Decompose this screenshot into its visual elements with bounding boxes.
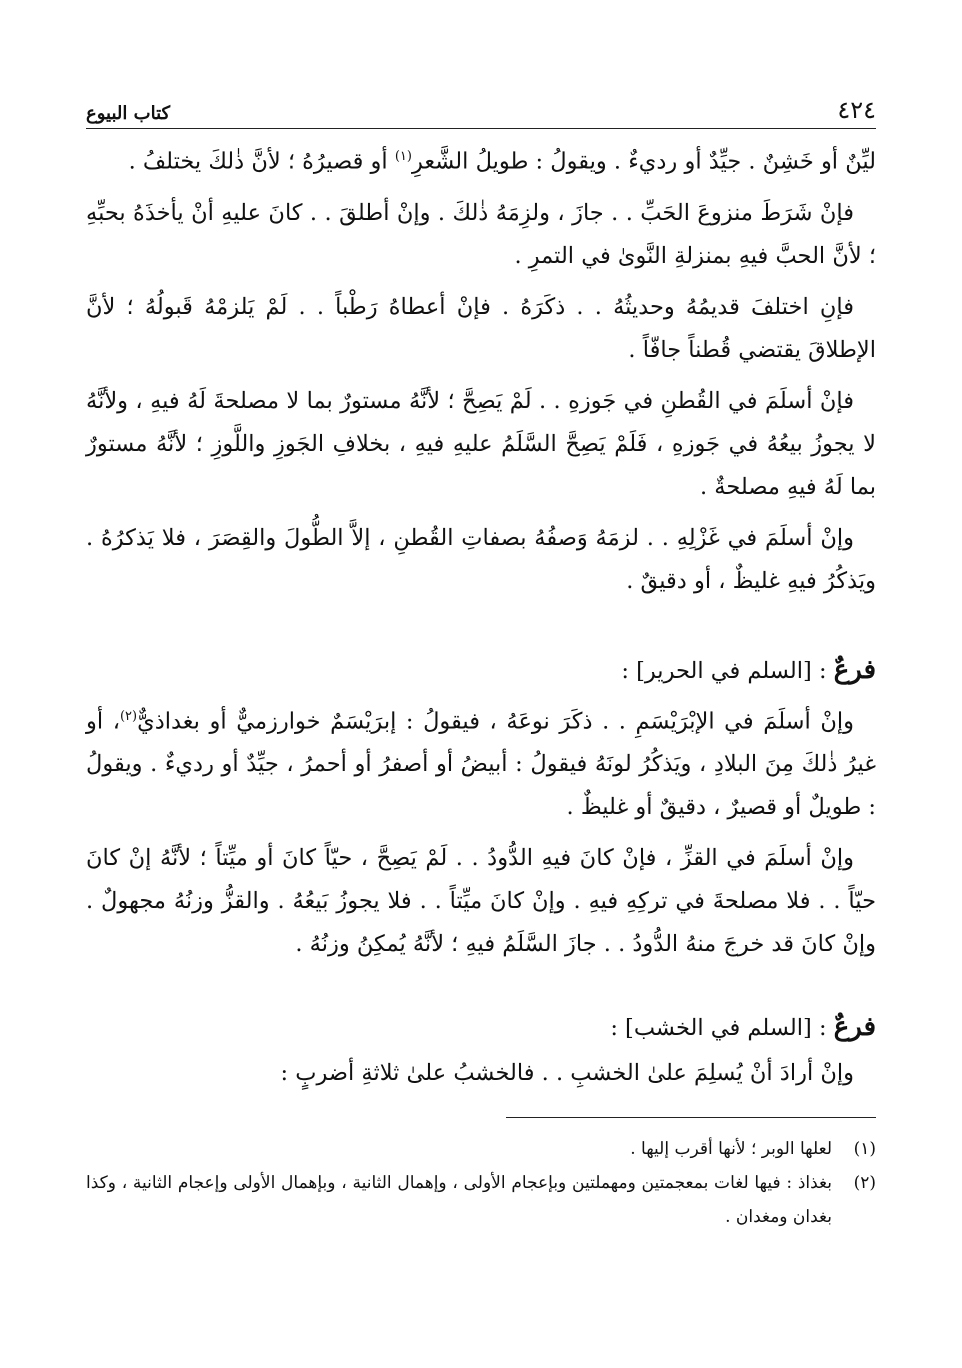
footnote-ref-2: (٢): [119, 708, 138, 724]
paragraph-silk-1-head: وإنْ أسلَمَ في الإبْرَيْسَمِ . . ذكَرَ نوعَهُ ، فيقولُ : إبرَيْسَمٌ خوارزميٌّ أو بغداذيٌّ: [137, 708, 855, 734]
book-title: كتاب البيوع: [86, 103, 171, 124]
section-lead-wood: فرعٌ: [833, 1012, 876, 1042]
footnote-2: [86, 1166, 876, 1234]
running-header: [86, 84, 876, 129]
main-text: [86, 135, 876, 1095]
paragraph-wood-1: وإنْ أرادَ أنْ يُسلِمَ علىٰ الخشبِ . . فالخشبُ علىٰ ثلاثةِ أضربٍ :: [280, 1060, 854, 1086]
section-title-silk: : [السلم في الحرير] :: [621, 657, 827, 684]
footnote-text: لعلها الوبر ؛ لأنها أقرب إليها .: [630, 1139, 832, 1159]
paragraph-silk-1: [86, 695, 876, 830]
footnote-number: (١): [853, 1139, 876, 1159]
footnotes-rule: [86, 1117, 876, 1234]
paragraph-1-head: ليِّنٌ أو خَشِنٌ . جيِّدٌ أو رديءٌ . ويقولُ : طويلُ الشَّعرِ: [411, 148, 876, 175]
section-title-wood: : [السلم في الخشب] :: [610, 1015, 827, 1041]
footnote-text: بغذاذ : فيها لغات بمعجمتين ومهملتين وبإعجام الأولى ، وإهمال الثانية ، وبإهمال الأولى وإعجام الثانية ، وكذا بغدان ومغدان .: [86, 1173, 832, 1227]
paragraph-silk-2: وإنْ أسلَمَ في القزِّ ، فإنْ كانَ فيهِ الدُّودُ . . لَمْ يَصِحَّ ، حيّاً كانَ أو ميِّتاً ؛ لأنَّهُ إنْ كانَ حيّاً . . فلا مصلحةَ في تركِهِ فيهِ . وإنْ كانَ ميِّتاً . . فلا يجوزُ بَيعُهُ . والقزُّ وزنُهُ مجهولٌ . وإنْ كانَ قد خرجَ منهُ الدُّودُ . . جازَ السَّلَمُ فيهِ ؛ لأنَّهُ يُمكِنُ وزنُهُ .: [86, 845, 876, 957]
footnote-1: [86, 1132, 876, 1166]
page-number: ٤٢٤: [837, 96, 876, 124]
footnote-ref-1: (١): [394, 149, 412, 164]
paragraph-silk-1-tail: ، أو غيرُ ذٰلكَ مِنَ البلادِ ، ويَذكُرُ لونَهُ فيقولُ : أبيضُ أو أصفرُ أو أحمرُ ، جيِّدٌ أو رديءٌ . ويقولُ : طويلٌ أو قصيرٌ ، دقيقٌ أو غليظٌ .: [86, 708, 876, 820]
footnotes: [86, 1132, 876, 1234]
paragraph-1-tail: أو قصيرُهُ ؛ لأنَّ ذٰلكَ يختلفُ .: [128, 148, 388, 175]
paragraph-3: فإنِ اختلفَ قديمُهُ وحديثُهُ . . ذكَرَهُ . فإنْ أعطاهُ رَطْباً . . لَمْ يَلزمْهُ قَبولُهُ ؛ لأنَّ الإطلاقَ يقتضي قُطناً جافّاً .: [86, 293, 876, 363]
book-page: [86, 84, 876, 1234]
paragraph-5: وإنْ أسلَمَ في غَزْلِهِ . . لزمَهُ وَصفُهُ بصفاتِ القُطنِ ، إلاَّ الطُّولَ والقِصَرَ ، فلا يَذكرُهُ . ويَذكُرُ فيهِ غليظٌ ، أو دقيقٌ .: [86, 524, 876, 594]
paragraph-4: فإنْ أسلَمَ في القُطنِ في جَوزهِ . . لَمْ يَصِحَّ ؛ لأنَّهُ مستورٌ بما لا مصلحةَ لَهُ فيهِ ، ولأنَّهُ لا يجوزُ بيعُهُ في جَوزهِ ، فَلَمْ يَصِحَّ السَّلَمُ عليهِ فيهِ ، بخلافِ الجَوزِ واللَّوزِ ؛ لأنَّهُ مستورٌ بما لَهُ فيهِ مصلحةٌ .: [86, 387, 876, 500]
paragraph-1: [86, 135, 876, 184]
section-lead-silk: فرعٌ: [833, 654, 876, 685]
footnote-number: (٢): [853, 1173, 876, 1193]
section-heading-silk: [86, 649, 876, 693]
section-heading-wood: [86, 1006, 876, 1050]
paragraph-2: فإنْ شَرَطَ منزوعَ الحَبِّ . . جازَ ، ولزِمَهُ ذٰلكَ . وإنْ أطلقَ . . كانَ عليهِ أنْ يأخذَهُ بحبِّهِ ؛ لأنَّ الحبَّ فيهِ بمنزلةِ النَّوىٰ في التمرِ .: [86, 199, 876, 269]
